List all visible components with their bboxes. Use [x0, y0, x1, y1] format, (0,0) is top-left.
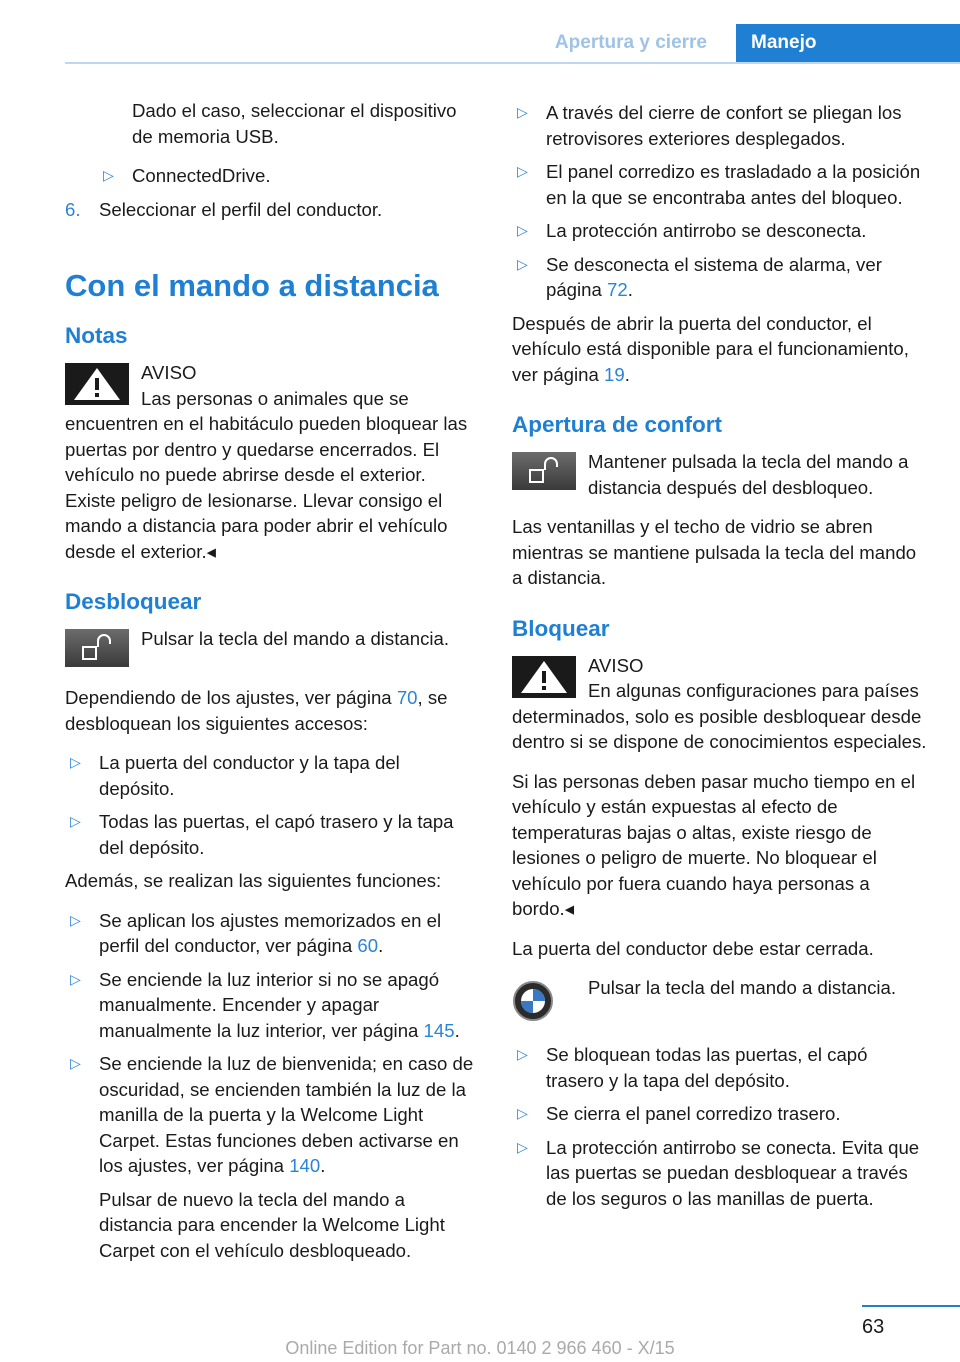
- continued-text: Dado el caso, seleccionar el dispositivo de memoria USB.: [132, 100, 457, 147]
- list-item-continuation: Pulsar de nuevo la tecla del mando a distancia para encender la Welcome Light Carpet con el vehículo desbloqueado.: [99, 1188, 445, 1261]
- triangle-bullet-icon: ▷: [517, 222, 528, 238]
- triangle-bullet-icon: ▷: [517, 104, 528, 120]
- warning-text: Las personas o animales que se encuentren en el habitáculo pueden bloquear las puertas por dentro y quedarse encerrados. El vehículo no puede abrirse desde el exterior. Existe peligro de lesionarse. Llevar consigo el mando a distancia para poder abrir el vehículo desde el exterior.◂: [65, 387, 468, 562]
- unlock-key-icon: [65, 629, 129, 667]
- triangle-bullet-icon: ▷: [517, 1138, 528, 1155]
- header-section-tab: Apertura y cierre: [554, 32, 707, 53]
- page-header: [65, 24, 960, 64]
- list-item: ▷ A través del cierre de confort se pliegan los retrovisores exteriores desplegados.: [517, 102, 902, 149]
- subsection-title-confort: Apertura de confort: [512, 412, 723, 437]
- paragraph: Las ventanillas y el techo de vidrio se abren mientras se mantiene pulsada la tecla del mando a distancia.: [512, 516, 917, 588]
- footer-edition: Online Edition for Part no. 0140 2 966 460 - X/15: [285, 1338, 675, 1358]
- page-link[interactable]: 60: [357, 935, 379, 956]
- instruction-text: Pulsar la tecla del mando a distancia.: [141, 628, 450, 649]
- instruction-text: Pulsar la tecla del mando a distancia.: [588, 977, 897, 998]
- subsection-title-notas: Notas: [65, 323, 128, 348]
- unlock-instruction: [65, 626, 480, 671]
- triangle-bullet-icon: ▷: [517, 163, 528, 179]
- page-link[interactable]: 145: [423, 1019, 455, 1041]
- triangle-bullet-icon: ▷: [70, 1055, 81, 1071]
- warning-triangle-icon: [512, 656, 576, 698]
- paragraph: Además, se realizan las siguientes funciones:: [65, 870, 442, 891]
- triangle-bullet-icon: ▷: [517, 255, 528, 272]
- list-item: ▷ La protección antirrobo se desconecta.: [512, 218, 927, 244]
- list-item: ▷ La puerta del conductor y la tapa del depósito.: [70, 752, 400, 799]
- triangle-bullet-icon: ▷: [517, 1046, 528, 1062]
- list-item: ▷ Se enciende la luz de bienvenida; en caso de oscuridad, se encienden también la luz de la manilla de la puerta y la Welcome Light Carpet. Estas funciones deben activarse en los ajustes, ver página 140.: [70, 1053, 474, 1176]
- numbered-step: [65, 197, 480, 223]
- warning-triangle-icon: [65, 363, 129, 405]
- paragraph: La puerta del conductor debe estar cerrada.: [512, 937, 874, 959]
- page-number-rule: [862, 1305, 960, 1307]
- lock-instruction: [512, 975, 927, 1028]
- warning-label: AVISO: [141, 362, 197, 383]
- header-active-tab: Manejo: [736, 24, 960, 62]
- list-item: ▷ ConnectedDrive.: [65, 163, 480, 189]
- step-text: Seleccionar el perfil del conductor.: [99, 198, 383, 220]
- triangle-bullet-icon: ▷: [70, 970, 81, 987]
- unlock-key-icon: [512, 452, 576, 490]
- list-item: ▷ La protección antirrobo se conecta. Evita que las puertas se puedan desbloquear a través de los seguros o las manillas de puerta.: [517, 1136, 920, 1209]
- warning-note: [512, 653, 927, 755]
- left-column: [65, 98, 480, 1277]
- triangle-bullet-icon: ▷: [70, 813, 81, 829]
- list-item: ▷ Se desconecta el sistema de alarma, ver página 72.: [517, 253, 882, 300]
- instruction-text: Mantener pulsada la tecla del mando a distancia después del desbloqueo.: [588, 451, 909, 498]
- triangle-bullet-icon: ▷: [517, 1105, 528, 1121]
- paragraph: Dependiendo de los ajustes, ver página 70, se desbloquean los siguientes accesos:: [65, 687, 448, 734]
- page-number: 63: [862, 1316, 885, 1338]
- page-link[interactable]: 19: [604, 363, 625, 385]
- step-number: 6.: [65, 198, 81, 220]
- page-link[interactable]: 70: [396, 687, 418, 708]
- subsection-title-desbloquear: Desbloquear: [65, 589, 202, 614]
- page-link[interactable]: 72: [607, 279, 628, 300]
- warning-note: [65, 360, 480, 564]
- list-item: ▷ Se enciende la luz interior si no se apagó manualmente. Encender y apagar manualmente la luz interior, ver página 145.: [70, 968, 460, 1041]
- confort-instruction: [512, 449, 927, 500]
- list-item: ▷ El panel corredizo es trasladado a la posición en la que se encontraba antes del bloqueo.: [517, 161, 921, 208]
- list-item: ▷ Se aplican los ajustes memorizados en el perfil del conductor, ver página 60.: [70, 909, 442, 956]
- paragraph: Si las personas deben pasar mucho tiempo en el vehículo y están expuestas al efecto de temperaturas bajas o altas, existe riesgo de lesiones o peligro de muerte. No bloquear el vehículo por fuera cuando haya personas a bordo.◂: [512, 770, 916, 919]
- warning-label: AVISO: [588, 654, 644, 676]
- list-item: ▷ Se bloquean todas las puertas, el capó trasero y la tapa del depósito.: [517, 1044, 868, 1091]
- bmw-logo-icon: [512, 978, 576, 1024]
- section-title: Con el mando a distancia: [65, 268, 439, 303]
- triangle-bullet-icon: ▷: [70, 754, 81, 770]
- page-link[interactable]: 140: [289, 1155, 321, 1176]
- paragraph: Después de abrir la puerta del conductor, el vehículo está disponible para el funcionamiento, ver página 19.: [512, 312, 909, 385]
- right-column: [512, 100, 927, 1219]
- warning-text: En algunas configuraciones para países determinados, solo es posible desbloquear desde dentro si se dispone de conocimientos especiales.: [512, 680, 927, 752]
- list-item: ▷ Se cierra el panel corredizo trasero.: [512, 1101, 927, 1127]
- triangle-bullet-icon: ▷: [103, 167, 114, 183]
- triangle-bullet-icon: ▷: [70, 911, 81, 928]
- subsection-title-bloquear: Bloquear: [512, 615, 610, 641]
- list-item: ▷ Todas las puertas, el capó trasero y la tapa del depósito.: [70, 811, 454, 858]
